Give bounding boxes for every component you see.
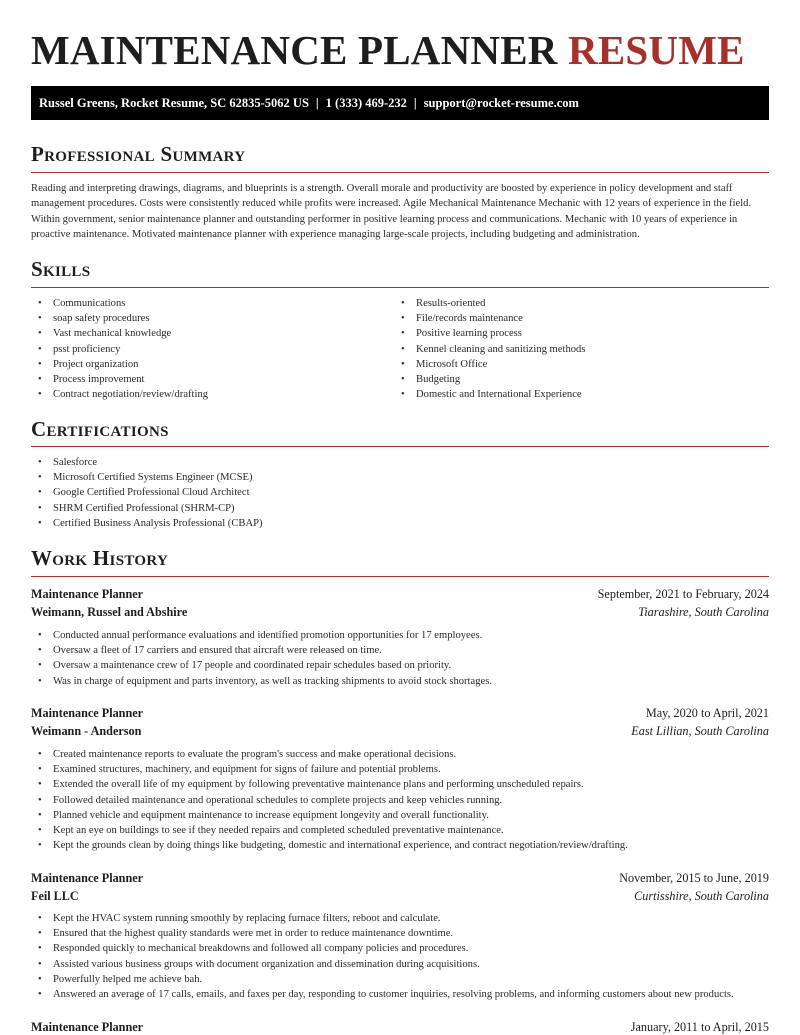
resume-title [31, 26, 745, 74]
list-item: • Extended the overall life of my equipment by following preventative maintenance plans and performing unscheduled repairs. [31, 777, 769, 792]
list-item: • Examined structures, machinery, and equipment for signs of failure and potential problems. [31, 762, 769, 777]
list-item: • Oversaw a maintenance crew of 17 people and coordinated repair schedules based on priority. [31, 658, 769, 673]
job-title-row [31, 704, 769, 722]
section-divider [31, 172, 769, 173]
certifications-heading: Certifications [31, 417, 169, 441]
list-item: • Microsoft Certified Systems Engineer (MCSE) [31, 470, 769, 485]
list-item: • Kept an eye on buildings to see if they needed repairs and completed scheduled preventative maintenance. [31, 823, 769, 838]
contact-bar [31, 86, 769, 120]
skills-list-left [31, 296, 381, 402]
job-company-row [31, 887, 769, 905]
summary-text: Reading and interpreting drawings, diagrams, and blueprints is a strength. Overall morale and productivity are boosted by experience in policy development and staff management procedures. Costs were consistently reduced while profits were increased. Agile Mechanical Maintenance Mechanic with 12 years of experience in the field. Within government, senior maintenance planner and outstanding performer in positive learning process and communications. Mechanic with 10 years of experience in proactive maintenance. Motivated maintenance planner with experience managing large-scale projects, including budgeting and administration. [31, 183, 752, 241]
job-bullets [31, 628, 769, 689]
list-item: • Contract negotiation/review/drafting [31, 387, 381, 402]
job-dates: September, 2021 to February, 2024 [597, 587, 769, 601]
resume-title-accent: RESUME [568, 27, 745, 73]
job-title-row [31, 585, 769, 603]
work-history-heading: Work History [31, 546, 169, 570]
list-item: • Kennel cleaning and sanitizing methods [394, 342, 769, 357]
list-item: • Ensured that the highest quality standards were met in order to reduce maintenance downtime. [31, 926, 769, 941]
contact-email: support@rocket-resume.com [423, 96, 579, 110]
list-item: • Kept the HVAC system running smoothly by replacing furnace filters, reboot and calculate. [31, 911, 769, 926]
list-item: • Results-oriented [394, 296, 769, 311]
contact-separator: | [315, 96, 319, 110]
list-item: • Google Certified Professional Cloud Architect [31, 485, 769, 500]
section-divider [31, 576, 769, 577]
job-company-row [31, 603, 769, 621]
list-item: • Certified Business Analysis Professional (CBAP) [31, 516, 769, 531]
skills-list-right [394, 296, 769, 402]
list-item: • Process improvement [31, 372, 381, 387]
job-title: Maintenance Planner [31, 706, 144, 720]
job-title: Maintenance Planner [31, 587, 144, 601]
list-item: • Responded quickly to mechanical breakdowns and followed all company policies and procedures. [31, 941, 769, 956]
job-title: Maintenance Planner [31, 871, 144, 885]
contact-phone: 1 (333) 469-232 [325, 96, 407, 110]
list-item: • Conducted annual performance evaluations and identified promotion opportunities for 17 employees. [31, 628, 769, 643]
job-location: Curtisshire, South Carolina [634, 889, 769, 903]
list-item: • Salesforce [31, 455, 769, 470]
list-item: • Assisted various business groups with document organization and dissemination during acquisitions. [31, 957, 769, 972]
list-item: • Created maintenance reports to evaluate the program's success and make operational decisions. [31, 747, 769, 762]
list-item: • Oversaw a fleet of 17 carriers and ensured that aircraft were released on time. [31, 643, 769, 658]
list-item: • Budgeting [394, 372, 769, 387]
list-item: • Followed detailed maintenance and operational schedules to complete projects and keep vehicles running. [31, 793, 769, 808]
section-divider [31, 446, 769, 447]
job-dates: May, 2020 to April, 2021 [645, 706, 769, 720]
job-company: Weimann - Anderson [31, 724, 142, 738]
list-item: • File/records maintenance [394, 311, 769, 326]
list-item: • Microsoft Office [394, 357, 769, 372]
contact-address: Russel Greens, Rocket Resume, SC 62835-5062 US [39, 96, 309, 110]
list-item: • Domestic and International Experience [394, 387, 769, 402]
list-item: • psst proficiency [31, 342, 381, 357]
list-item: • Planned vehicle and equipment maintenance to increase equipment longevity and overall functionality. [31, 808, 769, 823]
job-location: East Lillian, South Carolina [631, 724, 769, 738]
list-item: • Powerfully helped me achieve bah. [31, 972, 769, 987]
list-item: • SHRM Certified Professional (SHRM-CP) [31, 501, 769, 516]
job-company: Feil LLC [31, 889, 79, 903]
job-bullets [31, 747, 769, 853]
list-item: • Was in charge of equipment and parts inventory, as well as tracking shipments to avoid stock shortages. [31, 674, 769, 689]
job-title-row [31, 869, 769, 887]
list-item: • Vast mechanical knowledge [31, 326, 381, 341]
list-item: • Project organization [31, 357, 381, 372]
list-item: • soap safety procedures [31, 311, 381, 326]
summary-heading: Professional Summary [31, 142, 246, 166]
job-company-row [31, 722, 769, 740]
certifications-list [31, 455, 769, 531]
job-title: Maintenance Planner [31, 1020, 144, 1034]
list-item: • Positive learning process [394, 326, 769, 341]
list-item: • Kept the grounds clean by doing things like budgeting, domestic and international experience, and contract negotiation/review/drafting. [31, 838, 769, 853]
resume-title-main: MAINTENANCE PLANNER [31, 27, 558, 73]
contact-separator: | [413, 96, 417, 110]
job-bullets [31, 911, 769, 1002]
job-dates: November, 2015 to June, 2019 [619, 871, 769, 885]
job-dates: January, 2011 to April, 2015 [630, 1020, 769, 1034]
skills-heading: Skills [31, 257, 91, 281]
job-title-row [31, 1018, 769, 1035]
job-company: Weimann, Russel and Abshire [31, 605, 188, 619]
job-location: Tiarashire, South Carolina [638, 605, 769, 619]
section-divider [31, 287, 769, 288]
list-item: • Answered an average of 17 calls, emails, and faxes per day, responding to customer inquiries, resolving problems, and informing customers about new products. [31, 987, 769, 1002]
list-item: • Communications [31, 296, 381, 311]
